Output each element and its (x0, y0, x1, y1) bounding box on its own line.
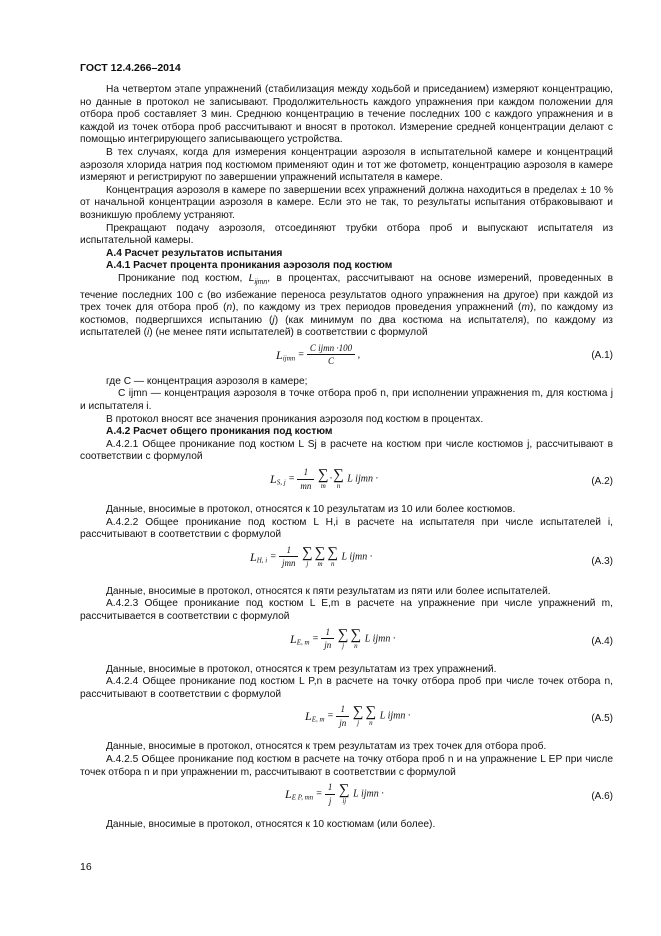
paragraph: В протокол вносят все значения проникания аэрозоля под костюм в процентах. (106, 413, 484, 425)
document-body (80, 84, 613, 832)
equation-number: (А.1) (591, 349, 613, 361)
section-heading: А.4 Расчет результатов испытания (106, 247, 283, 259)
section-heading: А.4.1 Расчет процента проникания аэрозоля под костюм (106, 260, 393, 272)
paragraph: Данные, вносимые в протокол, относятся к трем результатам из трех упражнений. (106, 663, 497, 675)
section-heading: А.4.2 Расчет общего проникания под костюм (106, 426, 333, 438)
paragraph: Данные, вносимые в протокол, относятся к 10 костюмам (или более). (106, 819, 436, 831)
paragraph: Данные, вносимые в протокол, относятся к пяти результатам из пяти или более испытателей. (106, 585, 551, 597)
formula-a1: $L_{ijmn}$ = $\frac{\text{C ijmn ·100}}{C}$ , (А.1) (276, 342, 613, 367)
paragraph: А.4.2.5 Общее проникание под костюм в расчете на точку отбора проб n и на упражнение L EP при числе точек отбора n и при упражнении m, рассчитывают в соответствии с формулой (80, 753, 613, 778)
paragraph: В тех случаях, когда для измерения концентрации аэрозоля в испытательной камере и концентраций аэрозоля хлорида натрия под костюмом применяют один и тот же фотометр, концентрацию аэрозоля в камере измеряют и регистрируют по завершении упражнений испытателя в камере. (80, 146, 613, 184)
formula-a5: $L_{E, m}$ = $\frac{1}{jn}$ ∑ j ∑ n L ijmn · (А.5) (305, 704, 613, 728)
formula-a6: $L_{E P, mn}$ = $\frac{1}{j}$ ∑ ij L ijmn · (А.6) (285, 782, 613, 806)
equation-number: (А.6) (591, 791, 613, 803)
where-clause: C ijmn — концентрация аэрозоля в точке отбора проб n, при исполнении упражнения m, для костюма j и испытателя i. (80, 388, 613, 413)
paragraph: Данные, вносимые в протокол, относятся к трем результатам из трех точек для отбора проб. (106, 741, 547, 753)
equation-number: (А.4) (591, 635, 613, 647)
paragraph: А.4.2.2 Общее проникание под костюм L H,i в расчете на испытателя при числе испытателей i, рассчитывают в соответствии с формулой (80, 516, 613, 541)
paragraph: А.4.2.3 Общее проникание под костюм L E,m в расчете на упражнение при числе упражнений m, рассчитывается в соответствии с формулой (80, 598, 613, 622)
paragraph: Данные, вносимые в протокол, относятся к 10 результатам из 10 или более костюмов. (106, 504, 516, 516)
equation-number: (А.5) (591, 713, 613, 725)
equation-number: (А.2) (591, 476, 613, 488)
formula-a3: $L_{H, i}$ = $\frac{1}{\text{jmn}}$ ∑ j ∑ m ∑ n L ijmn · (А.3) (250, 544, 613, 569)
formula-a2: $L_{S, j}$ = $\frac{1}{mn}$ ∑ m · ∑ n L ijmn · (А.2) (270, 467, 613, 491)
document-header: ГОСТ 12.4.266–2014 (80, 62, 181, 74)
paragraph: А.4.2.4 Общее проникание под костюм L P,n в расчете на точку отбора проб при числе точек отбора n, рассчитывают в соответствии с формулой (80, 676, 613, 700)
paragraph: Прекращают подачу аэрозоля, отсоединяют трубки отбора проб и выпускают испытателя из испытательной камеры. (80, 222, 613, 247)
formula-a4: $L_{E, m}$ = $\frac{1}{jn}$ ∑ j ∑ n L ijmn · (А.4) (290, 626, 613, 651)
paragraph: Концентрация аэрозоля в камере по завершении всех упражнений должна находиться в пределах ± 10 % от начальной концентрации аэрозоля в камере. Если это не так, то результаты испытания отбраковывают и возникшую проблему устраняют. (80, 184, 613, 221)
page-number: 16 (80, 861, 92, 873)
paragraph: На четвертом этапе упражнений (стабилизация между ходьбой и приседанием) измеряют концентрацию, но данные в протокол не записывают. Продолжительность каждого упражнения при каждом положении для отбора проб составляет 3 мин. Среднюю концентрацию в течение последних 100 с каждого упражнения и в каждой из точек отбора проб рассчитывают и вносят в протокол. Измерение средней концентрации делают с помощью интегрирующего записывающего устройства. (80, 84, 613, 146)
paragraph: Проникание под костюм, $L_{ijmn}$, в процентах, рассчитывают на основе измерений, проведенных в течение последних 100 с (во избежание переноса результатов одного упражнения на другое) при каждой из трех точек для отбора проб (n), по каждому из трех периодов проведения упражнений (m), по каждому из костюмов, подвергшихся испытанию (j) (как минимум по два костюма на испытателя), по каждому из испытателей (i) (не менее пяти испытателей) в соответствии с формулой (80, 272, 613, 339)
where-clause: где C — концентрация аэрозоля в камере; (106, 375, 308, 387)
paragraph: А.4.2.1 Общее проникание под костюм L Sj в расчете на костюм при числе костюмов j, рассчитывают в соответствии с формулой (80, 438, 613, 463)
equation-number: (А.3) (591, 555, 613, 567)
